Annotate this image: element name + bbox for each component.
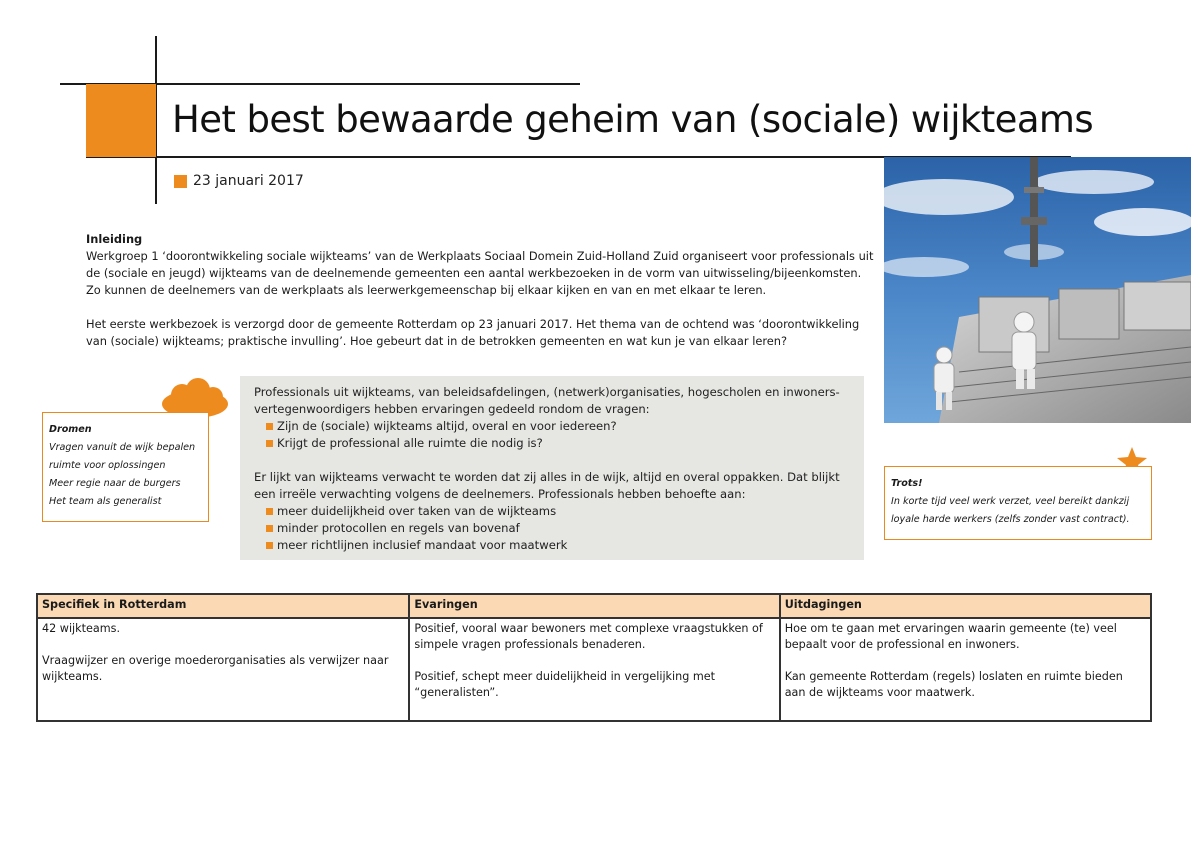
trots-line: loyale harde werkers (zelfs zonder vast contract).	[891, 514, 1130, 525]
needs-list	[266, 503, 852, 554]
list-item	[266, 503, 852, 520]
need-text: meer richtlijnen inclusief mandaat voor maatwerk	[277, 538, 568, 552]
list-item	[266, 537, 852, 554]
questions-list	[266, 418, 852, 452]
cell-paragraph: Hoe om te gaan met ervaringen waarin gemeente (te) veel bepaalt voor de professional en inwoners.	[784, 622, 1117, 651]
cell-paragraph: Positief, schept meer duidelijkheid in vergelijking met “generalisten”.	[414, 670, 716, 699]
table-row	[37, 618, 1151, 721]
dromen-line: Vragen vanuit de wijk bepalen	[49, 442, 196, 453]
experiences-intro: Professionals uit wijkteams, van beleidsafdelingen, (netwerk)organisaties, hogescholen en inwoners-vertegenwoordigers hebben ervaringen gedeeld rondom de vragen:	[254, 385, 840, 416]
intro-paragraph-2: Het eerste werkbezoek is verzorgd door de gemeente Rotterdam op 23 januari 2017. Het thema van de ochtend was ‘doorontwikkeling van (sociale) wijkteams; praktische invulling’. Hoe gebeurt dat in de betrokken gemeenten en wat kun je van elkaar leren?	[86, 317, 860, 348]
need-text: minder protocollen en regels van bovenaf	[277, 521, 520, 535]
list-item	[266, 418, 852, 435]
question-text: Zijn de (sociale) wijkteams altijd, overal en voor iedereen?	[277, 419, 617, 433]
table-cell	[780, 618, 1151, 721]
expectations-paragraph: Er lijkt van wijkteams verwacht te worden dat zij alles in de wijk, altijd en overal oppakken. Dat blijkt een irreële verwachting volgens de deelnemers. Professionals hebben behoefte aan:	[254, 470, 840, 501]
intro-heading: Inleiding	[86, 232, 143, 246]
date-row	[174, 173, 304, 189]
dromen-line: Het team als generalist	[49, 496, 162, 507]
table-cell	[409, 618, 779, 721]
bullet-icon	[266, 423, 273, 430]
intro-section	[86, 231, 876, 367]
table-cell	[37, 618, 409, 721]
need-text: meer duidelijkheid over taken van de wijkteams	[277, 504, 557, 518]
page-title: Het best bewaarde geheim van (sociale) wijkteams	[172, 98, 1094, 141]
trots-line: In korte tijd veel werk verzet, veel bereikt dankzij	[891, 496, 1130, 507]
rotterdam-table	[36, 593, 1152, 722]
column-header: Uitdagingen	[780, 594, 1151, 618]
space-station-photo	[884, 157, 1191, 423]
date: 23 januari 2017	[193, 173, 304, 189]
bullet-icon	[266, 525, 273, 532]
cell-paragraph: 42 wijkteams.	[42, 622, 121, 635]
list-item	[266, 435, 852, 452]
bullet-icon	[266, 542, 273, 549]
trots-title: Trots!	[891, 478, 923, 489]
column-header: Evaringen	[409, 594, 779, 618]
orange-accent-block	[86, 84, 156, 157]
table-header-row	[37, 594, 1151, 618]
dromen-title: Dromen	[49, 424, 92, 435]
experiences-box	[240, 376, 864, 560]
date-bullet-icon	[174, 175, 187, 188]
trots-box	[884, 466, 1152, 540]
dromen-box	[42, 412, 209, 522]
bullet-icon	[266, 508, 273, 515]
bullet-icon	[266, 440, 273, 447]
list-item	[266, 520, 852, 537]
cell-paragraph: Positief, vooral waar bewoners met complexe vraagstukken of simpele vragen professionals benaderen.	[414, 622, 763, 651]
column-header: Specifiek in Rotterdam	[37, 594, 409, 618]
intro-paragraph-1: Werkgroep 1 ‘doorontwikkeling sociale wijkteams’ van de Werkplaats Sociaal Domein Zuid-Holland Zuid organiseert voor professionals uit de (sociale en jeugd) wijkteams van de deelnemende gemeenten een aantal werkbezoeken in de vorm van uitwisseling/bijeenkomsten. Zo kunnen de deelnemers van de werkplaats als leerwerkgemeenschap bij elkaar kijken en van en met elkaar te leren.	[86, 249, 874, 297]
cell-paragraph: Kan gemeente Rotterdam (regels) loslaten en ruimte bieden aan de wijkteams voor maatwerk.	[784, 670, 1123, 699]
dromen-line: ruimte voor oplossingen	[49, 460, 166, 471]
cell-paragraph: Vraagwijzer en overige moederorganisaties als verwijzer naar wijkteams.	[42, 654, 389, 683]
dromen-line: Meer regie naar de burgers	[49, 478, 181, 489]
question-text: Krijgt de professional alle ruimte die nodig is?	[277, 436, 543, 450]
